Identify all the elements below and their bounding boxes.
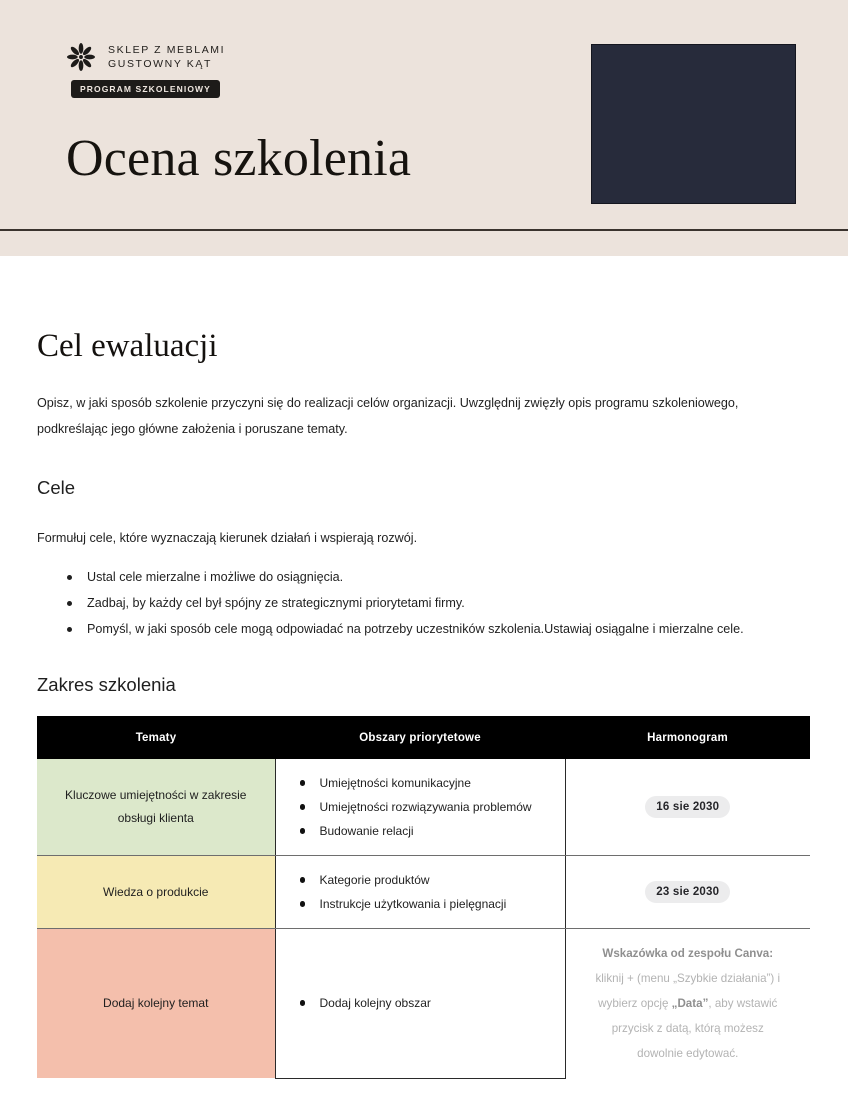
topic-cell: Kluczowe umiejętności w zakresie obsługi klienta xyxy=(37,759,275,856)
list-item: Kategorie produktów xyxy=(298,868,557,892)
header-band-lower xyxy=(0,231,848,256)
table-row xyxy=(37,759,810,856)
brand-name xyxy=(108,43,225,71)
list-item: Pomyśl, w jaki sposób cele mogą odpowiadać na potrzeby uczestników szkolenia.Ustawiaj osiągalne i mierzalne cele. xyxy=(65,617,805,642)
tip-option-name: „Data” xyxy=(671,997,709,1010)
tip-text-2: (menu „Szybkie działania”) i wybierz opcję xyxy=(598,972,781,1010)
list-item: Dodaj kolejny obszar xyxy=(298,991,557,1015)
areas-cell xyxy=(275,759,565,856)
program-badge: PROGRAM SZKOLENIOWY xyxy=(71,80,220,98)
purpose-paragraph: Opisz, w jaki sposób szkolenie przyczyni się do realizacji celów organizacji. Uwzględnij zwięzły opis programu szkoleniowego, podkreślając jego główne założenia i poruszane tematy. xyxy=(37,396,739,436)
areas-cell xyxy=(275,929,565,1079)
tip-text-3: , aby wstawić przycisk z datą, którą możesz dowolnie edytować. xyxy=(611,997,778,1060)
canva-tip-text xyxy=(578,939,799,1068)
document-body xyxy=(0,256,848,1079)
table-header-row xyxy=(37,716,810,759)
section-heading-scope: Zakres szkolenia xyxy=(37,674,176,695)
header-photo-placeholder xyxy=(591,44,796,204)
column-header-topics: Tematy xyxy=(37,716,275,759)
schedule-cell xyxy=(565,929,810,1079)
table-row xyxy=(37,929,810,1079)
schedule-cell xyxy=(565,759,810,856)
list-item: Umiejętności komunikacyjne xyxy=(298,771,557,795)
topic-cell: Wiedza o produkcie xyxy=(37,856,275,929)
brand-line-1: SKLEP Z MEBLAMI xyxy=(108,44,226,56)
list-item: Budowanie relacji xyxy=(298,819,557,843)
list-item: Zadbaj, by każdy cel był spójny ze strategicznymi priorytetami firmy. xyxy=(65,591,805,616)
date-badge[interactable]: 16 sie 2030 xyxy=(645,796,730,818)
page-title: Ocena szkolenia xyxy=(66,130,412,187)
section-heading-goals: Cele xyxy=(37,477,76,498)
column-header-areas: Obszary priorytetowe xyxy=(275,716,565,759)
table-row xyxy=(37,856,810,929)
scope-table xyxy=(37,716,810,1079)
areas-cell xyxy=(275,856,565,929)
goals-intro: Formułuj cele, które wyznaczają kierunek działań i wspierają rozwój. xyxy=(37,531,418,545)
tip-label: Wskazówka od zespołu Canva: xyxy=(602,947,774,960)
list-item: Instrukcje użytkowania i pielęgnacji xyxy=(298,892,557,916)
column-header-schedule: Harmonogram xyxy=(565,716,810,759)
section-heading-purpose: Cel ewaluacji xyxy=(37,328,218,364)
brand-line-2: GUSTOWNY KĄT xyxy=(108,58,212,70)
schedule-cell xyxy=(565,856,810,929)
list-item: Ustal cele mierzalne i możliwe do osiągnięcia. xyxy=(65,565,805,590)
goals-bullet-list xyxy=(65,565,805,642)
date-badge[interactable]: 23 sie 2030 xyxy=(645,881,730,903)
brand-logo xyxy=(66,42,306,100)
tip-text-1: kliknij xyxy=(595,972,628,985)
plus-icon: + xyxy=(627,972,634,985)
scope-table-wrapper xyxy=(37,716,810,1079)
flower-starburst-icon xyxy=(66,42,96,72)
list-item: Umiejętności rozwiązywania problemów xyxy=(298,795,557,819)
topic-cell: Dodaj kolejny temat xyxy=(37,929,275,1079)
